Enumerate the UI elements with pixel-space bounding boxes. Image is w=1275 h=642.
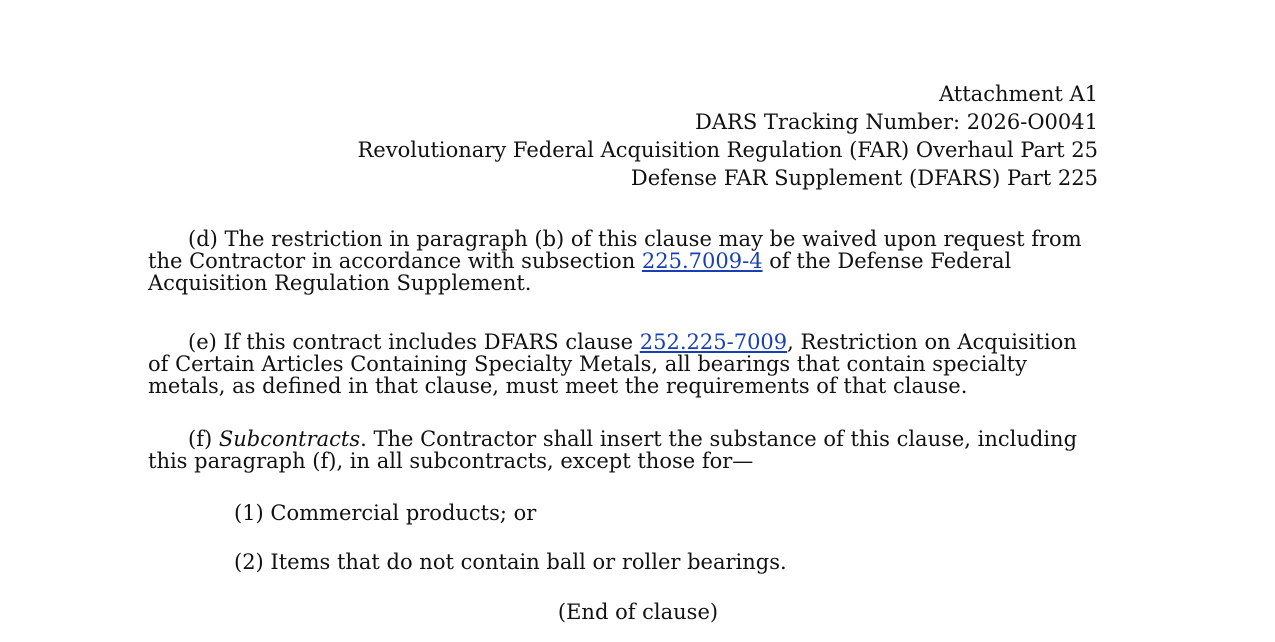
paragraph-f	[148, 428, 1098, 472]
subparagraph-f-1: (1) Commercial products; or	[234, 501, 537, 525]
paragraph-e-text-pre: (e) If this contract includes DFARS clause	[188, 330, 640, 354]
paragraph-f-heading: Subcontracts	[218, 427, 361, 451]
paragraph-e	[148, 331, 1098, 397]
dfars-225-7009-4-link[interactable]: 225.7009-4	[641, 249, 763, 273]
subparagraph-f-2: (2) Items that do not contain ball or roller bearings.	[234, 550, 787, 574]
end-of-clause: (End of clause)	[557, 600, 719, 624]
dfars-part-title: Defense FAR Supplement (DFARS) Part 225	[630, 166, 1098, 190]
paragraph-d-text-post: of the Defense Federal Acquisition Regulation Supplement.	[148, 249, 1012, 295]
paragraph-d	[148, 228, 1098, 294]
paragraph-e-text-post: , Restriction on Acquisition of Certain Articles Containing Specialty Metals, all bearings that contain specialty metals, as defined in that clause, must meet the requirements of that clause.	[148, 330, 1077, 398]
paragraph-f-label: (f)	[188, 427, 219, 451]
paragraph-d-text-pre: (d) The restriction in paragraph (b) of this clause may be waived upon request from the Contractor in accordance with subsection	[148, 227, 1082, 273]
tracking-number: DARS Tracking Number: 2026-O0041	[695, 110, 1098, 134]
paragraph-f-text: . The Contractor shall insert the substance of this clause, including this paragraph (f), in all subcontracts, except those for—	[148, 427, 1078, 473]
far-part-title: Revolutionary Federal Acquisition Regulation (FAR) Overhaul Part 25	[357, 138, 1098, 162]
dfars-252-225-7009-link[interactable]: 252.225-7009	[639, 330, 788, 354]
document-header	[148, 80, 1098, 192]
attachment-label: Attachment A1	[939, 82, 1098, 106]
